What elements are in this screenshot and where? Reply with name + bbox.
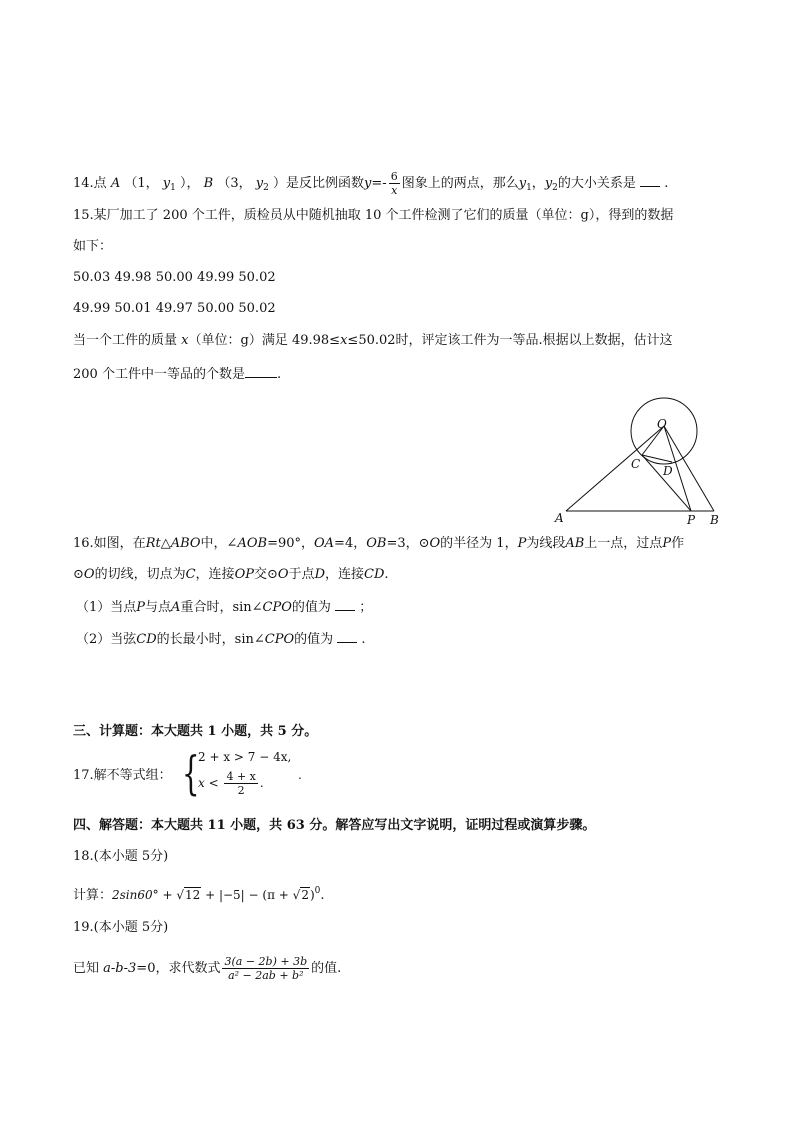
q18-term3: ) <box>309 888 315 902</box>
inequality-2-end: . <box>259 776 264 790</box>
q16-p: P <box>662 536 672 551</box>
question-14 <box>73 170 668 197</box>
label-d: D <box>663 464 673 478</box>
q16-text: . <box>384 567 389 582</box>
q16-text: =90°， <box>267 536 314 551</box>
q19-fraction <box>222 955 309 982</box>
segment-ao <box>566 426 664 511</box>
sec4-text: 分。解答应写出文字说明，证明过程或演算步骤。 <box>309 818 596 833</box>
q16-part1-text: 的值为 <box>291 600 331 615</box>
q14-coord-a: （1， <box>124 176 159 191</box>
q16-text: 为线段 <box>526 536 566 551</box>
q19-frac-num: 3(a − 2b) + 3b <box>224 955 308 968</box>
q16-op: OP <box>234 567 254 582</box>
label-c: C <box>631 457 641 471</box>
q14-frac-den: x <box>391 184 398 197</box>
q14-comma: ， <box>531 176 545 191</box>
q16-ab: AB <box>565 536 585 551</box>
question-18-heading: 18.(本小题 5分) <box>73 849 169 864</box>
q18-sqrt12: 12 <box>184 888 201 902</box>
label-b: B <box>710 513 719 527</box>
q16-text: ，连接 <box>195 567 235 582</box>
q16-part1-text: 重合时，sin∠ <box>180 600 263 615</box>
q16-text: ，连接 <box>325 567 365 582</box>
sec4-text: 四、解答题：本大题共 <box>73 818 204 833</box>
q16-oa: OA <box>314 536 335 551</box>
q19-end: 的值. <box>311 961 342 976</box>
q19-frac-den: a² − 2ab + b² <box>228 969 304 982</box>
q16-text: 16.如图，在 <box>73 536 146 551</box>
q14-function: y=- <box>364 176 387 191</box>
q17-frac-num: 4 + x <box>226 770 256 783</box>
q16-cd: CD <box>364 567 385 582</box>
inequality-1: 2 + x > 7 − 4x, <box>198 750 292 764</box>
q18-term1: 2sin60° + <box>112 888 177 902</box>
sec4-text: 小题，共 <box>230 818 283 833</box>
question-17-label: 17.解不等式组： <box>73 768 172 783</box>
q16-o: O <box>83 567 95 582</box>
q14-y1-sub: 1 <box>170 183 176 193</box>
brace-icon: { <box>182 746 200 800</box>
inequality-2 <box>198 770 264 797</box>
sec3-text: 小题，共 <box>221 724 274 739</box>
q16-text: 中，∠ <box>200 536 238 551</box>
sec3-text: 三、计算题：本大题共 <box>73 724 204 739</box>
label-p: P <box>687 513 696 527</box>
section-3-heading <box>73 723 317 741</box>
q15-var-x2: x <box>340 333 348 348</box>
data-row-2: 49.99 50.01 49.97 50.00 50.02 <box>73 301 276 316</box>
q19-condition: a-b-3 <box>103 961 137 976</box>
q14-end: 的大小关系是 <box>557 176 636 191</box>
q16-triangle: Rt△ABO <box>145 536 201 551</box>
q18-term2: + |−5| − (π + <box>201 888 293 902</box>
q14-mid2: ）是反比例函数 <box>273 176 365 191</box>
q19-text: =0，求代数式 <box>136 961 221 976</box>
q16-text: 交⊙ <box>253 567 278 582</box>
q14-fraction <box>389 170 400 197</box>
question-18-expression: 计算：$2\sin 60^\circ + √12 + |-5| - (\pi + √2)^0$. <box>73 886 325 903</box>
q16-o: O <box>277 567 289 582</box>
data-row-1: 50.03 49.98 50.00 49.99 50.02 <box>73 270 276 285</box>
q16-text: 的切线，切点为 <box>94 567 186 582</box>
sec4-points: 63 <box>286 818 305 833</box>
q14-y2: y <box>255 176 264 191</box>
inequality-2-lhs: x < <box>198 776 219 790</box>
question-15-line1: 15.某厂加工了 200 个工件，质检员从中随机抽取 10 个工件检测了它们的质量（单位：g），得到的数据 <box>73 208 674 223</box>
sec3-count: 1 <box>207 724 217 739</box>
q16-part2-text: 的长最小时，sin∠ <box>156 632 265 647</box>
q16-angle: AOB <box>237 536 268 551</box>
q14-point-a: A <box>110 176 121 191</box>
q14-y1b: y <box>518 176 527 191</box>
q16-cd: CD <box>136 632 157 647</box>
q14-mid1: ）， <box>180 176 200 191</box>
q18-exponent: 0 <box>314 886 321 896</box>
q15-line3c: ≤50.02时，评定该工件为一等品.根据以上数据，估计这 <box>347 333 673 348</box>
question-19-expression <box>73 955 341 982</box>
question-16-part1 <box>76 598 372 617</box>
q16-text: 的半径为 1， <box>440 536 518 551</box>
answer-blank[interactable] <box>335 598 355 611</box>
q16-d: D <box>314 567 325 582</box>
q16-text: ⊙ <box>73 567 84 582</box>
q16-o: O <box>429 536 441 551</box>
q16-text: =4， <box>334 536 367 551</box>
question-15-line2: 如下： <box>73 239 113 254</box>
label-a: A <box>555 511 564 525</box>
q16-c: C <box>185 567 196 582</box>
q16-cpo: CPO <box>264 632 295 647</box>
q16-part2-text: 的值为 <box>294 632 334 647</box>
q16-part2-end: . <box>361 632 366 647</box>
q16-text: 于点 <box>288 567 315 582</box>
q14-y2-sub: 2 <box>263 183 269 193</box>
sec3-points: 5 <box>277 724 287 739</box>
q15-line4-end: . <box>276 367 282 382</box>
question-16-line2 <box>73 566 389 584</box>
q16-p: P <box>517 536 527 551</box>
q17-frac-den: 2 <box>237 784 245 797</box>
question-15-line3 <box>73 332 673 350</box>
q17-end: . <box>298 768 302 782</box>
q16-text: 作 <box>671 536 685 551</box>
q18-label: 计算： <box>73 888 113 903</box>
answer-blank[interactable] <box>245 365 277 378</box>
q18-sqrt2: 2 <box>301 888 309 902</box>
q15-line4: 200 个工件中一等品的个数是 <box>73 367 245 382</box>
answer-blank[interactable] <box>640 174 660 187</box>
sec3-text: 分。 <box>291 724 318 739</box>
question-15-line4 <box>73 365 281 384</box>
q15-var-x: x <box>181 333 189 348</box>
q16-part1-text: 与点 <box>145 600 172 615</box>
q15-line3b: （单位：g）满足 49.98≤ <box>188 333 341 348</box>
label-o: O <box>657 417 667 431</box>
q15-line3a: 当一个工件的质量 <box>73 333 178 348</box>
q16-ob: OB <box>366 536 387 551</box>
q16-text: 上一点，过点 <box>584 536 663 551</box>
question-16-part2 <box>76 630 366 649</box>
q14-y1: y <box>162 176 171 191</box>
q14-frac-num: 6 <box>390 170 398 183</box>
q16-part1-end: ； <box>359 600 373 615</box>
q16-part2-text: （2）当弦 <box>76 632 137 647</box>
sec4-count: 11 <box>207 818 226 833</box>
q16-a: A <box>171 600 181 615</box>
inequality-2-fraction <box>224 770 257 797</box>
q18-end: . <box>320 888 325 903</box>
q16-p: P <box>136 600 146 615</box>
q16-text: =3，⊙ <box>386 536 430 551</box>
q16-cpo: CPO <box>262 600 292 615</box>
q14-y1b-sub: 1 <box>526 183 532 193</box>
q19-label: 已知 <box>73 961 100 976</box>
section-4-heading <box>73 817 595 835</box>
q16-part1-text: （1）当点 <box>76 600 137 615</box>
q14-dot: . <box>664 176 669 191</box>
q14-coord-b: （3， <box>217 176 252 191</box>
geometry-figure <box>550 395 730 530</box>
question-19-heading: 19.(本小题 5分) <box>73 920 169 935</box>
q14-y2b: y <box>544 176 553 191</box>
circle-o <box>631 398 697 464</box>
q14-prefix: 14.点 <box>73 176 107 191</box>
q14-mid3: 图象上的两点，那么 <box>401 176 519 191</box>
q14-y2b-sub: 2 <box>552 183 558 193</box>
answer-blank[interactable] <box>337 630 357 643</box>
q14-point-b: B <box>203 176 214 191</box>
question-16-line1 <box>73 535 684 553</box>
